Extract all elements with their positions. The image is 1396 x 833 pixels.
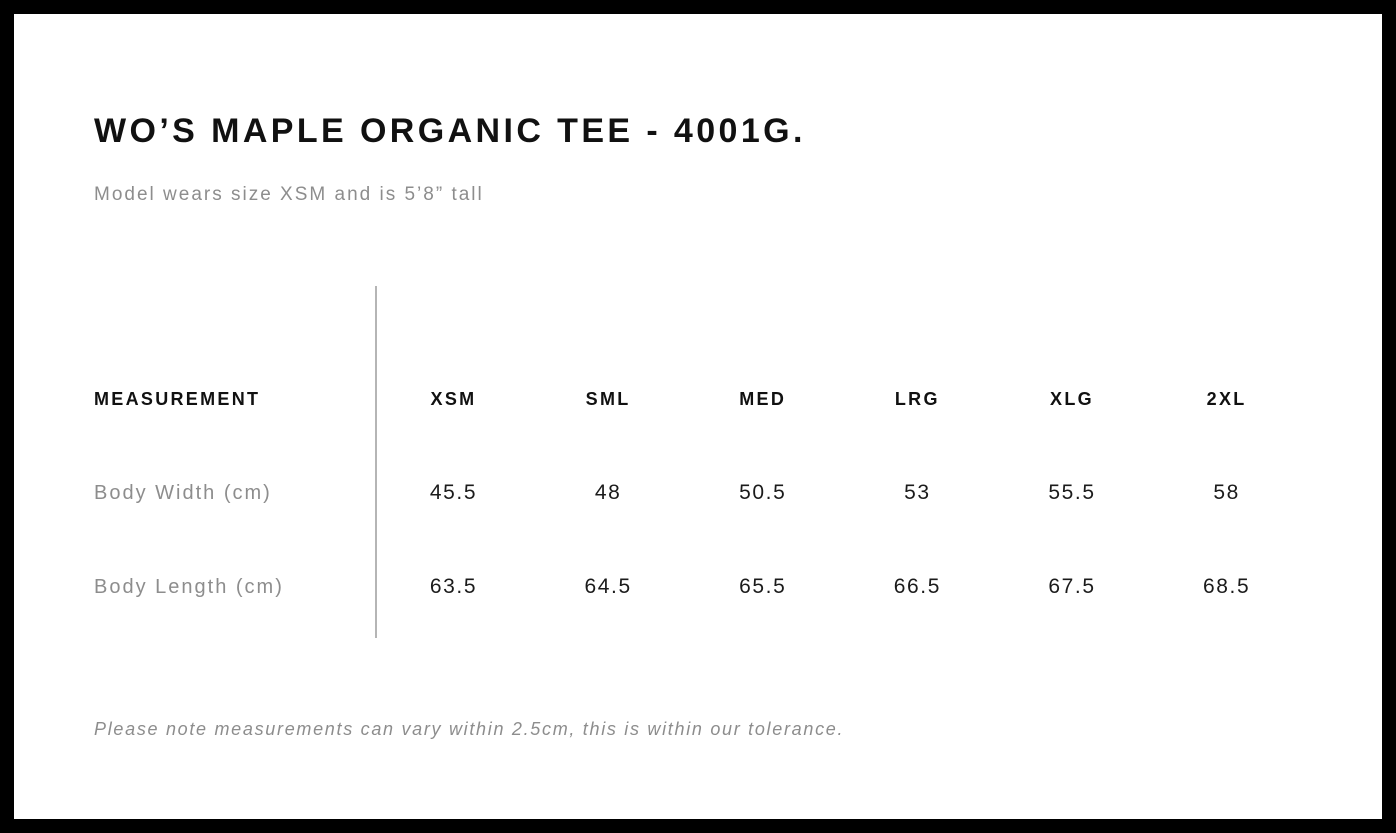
model-info-subtitle: Model wears size XSM and is 5’8” tall xyxy=(94,184,484,205)
tolerance-footnote: Please note measurements can vary within 2.5cm, this is within our tolerance. xyxy=(94,719,845,739)
column-header-med: MED xyxy=(739,388,787,409)
table-header-row xyxy=(94,352,1304,446)
cell-body-width-2xl: 58 xyxy=(1213,481,1240,504)
cell-body-width-lrg: 53 xyxy=(904,481,931,504)
size-chart-card xyxy=(14,14,1382,819)
table-row xyxy=(94,540,1304,634)
cell-body-length-xlg: 67.5 xyxy=(1048,575,1096,598)
column-header-xsm: XSM xyxy=(430,388,477,409)
column-header-measurement: MEASUREMENT xyxy=(94,388,261,409)
cell-body-length-sml: 64.5 xyxy=(584,575,632,598)
cell-body-width-med: 50.5 xyxy=(739,481,787,504)
column-header-xlg: XLG xyxy=(1050,388,1094,409)
row-label-body-length: Body Length (cm) xyxy=(94,575,284,598)
column-header-2xl: 2XL xyxy=(1206,388,1247,409)
column-header-lrg: LRG xyxy=(894,388,940,409)
column-header-sml: SML xyxy=(585,388,631,409)
cell-body-width-xlg: 55.5 xyxy=(1048,481,1096,504)
cell-body-width-sml: 48 xyxy=(594,481,622,504)
table-row xyxy=(94,446,1304,540)
cell-body-length-xsm: 63.5 xyxy=(429,575,478,598)
cell-body-length-med: 65.5 xyxy=(739,575,787,598)
cell-body-length-2xl: 68.5 xyxy=(1203,575,1251,598)
size-chart-table xyxy=(94,352,1304,634)
page-title: WO’S MAPLE ORGANIC TEE - 4001G. xyxy=(94,112,806,150)
row-label-body-width: Body Width (cm) xyxy=(94,481,272,504)
cell-body-length-lrg: 66.5 xyxy=(893,575,941,598)
cell-body-width-xsm: 45.5 xyxy=(429,481,478,504)
